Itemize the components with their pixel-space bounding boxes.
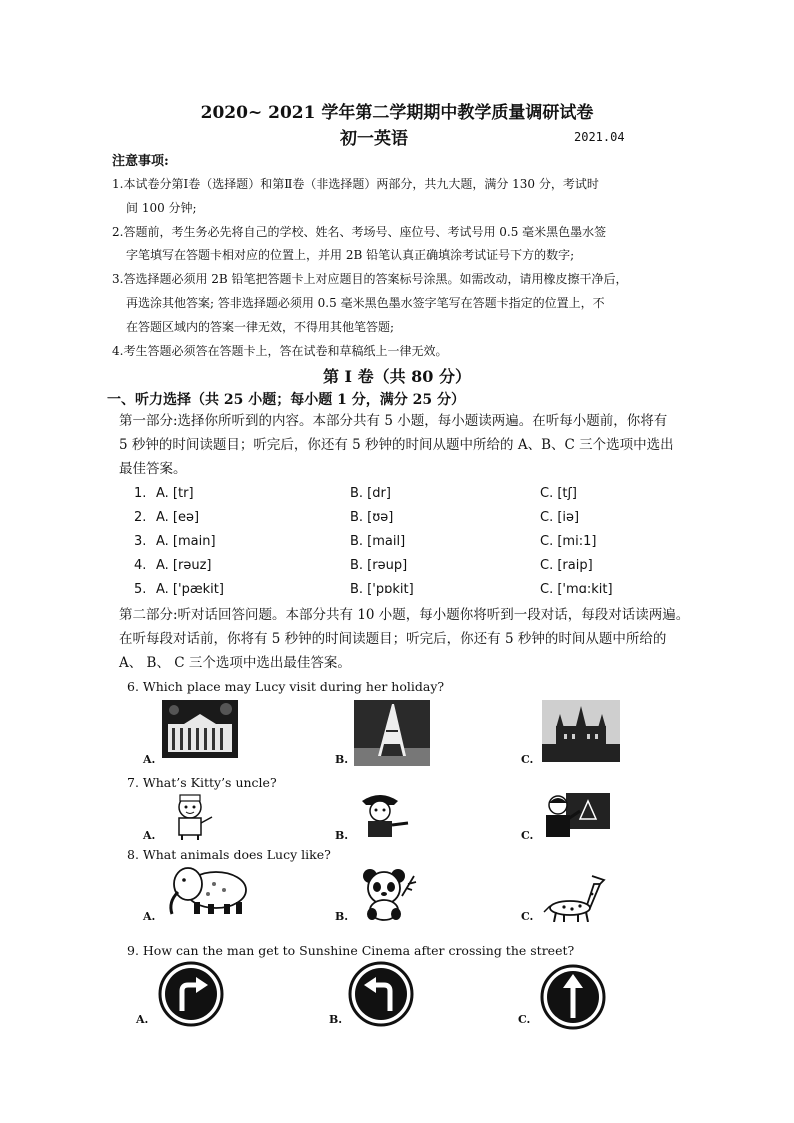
option-c: C. [tʃ]: [540, 486, 577, 501]
question-number: 2.: [134, 510, 147, 525]
option-a: A. [eə]: [156, 510, 200, 525]
option-a: A.: [143, 910, 156, 923]
question-6: 6. Which place may Lucy visit during her holiday?: [127, 679, 445, 694]
note-line: 4.考生答题必须答在答题卡上，答在试卷和草稿纸上一律无效。: [112, 344, 448, 358]
section-title: 第 I 卷（共 80 分）: [322, 367, 472, 386]
part1-line: 最佳答案。: [119, 461, 187, 477]
turn-right-sign-icon: [158, 961, 224, 1027]
option-b: B. [mail]: [350, 534, 406, 549]
option-a: A.: [143, 753, 156, 766]
option-b: B.: [329, 1013, 343, 1026]
option-a: A. [main]: [156, 534, 216, 549]
option-b: B. [rəup]: [350, 558, 408, 573]
exam-date: 2021.04: [574, 130, 625, 144]
question-number: 1.: [134, 486, 147, 501]
option-b: B.: [335, 753, 349, 766]
option-a: A.: [143, 829, 156, 842]
question-number: 4.: [134, 558, 147, 573]
part1-line: 5 秒钟的时间读题目；听完后，你还有 5 秒钟的时间从题中所给的 A、B、C 三个选项中选出: [119, 437, 674, 453]
eiffel-tower-picture: [354, 700, 430, 766]
listening-heading: 一、听力选择（共 25 小题；每小题 1 分，满分 25 分）: [107, 392, 465, 408]
part2-line: 第二部分:听对话回答问题。本部分共有 10 小题，每小题你将听到一段对话，每段对话读两遍。: [119, 607, 690, 623]
option-c: C. [mi:1]: [540, 534, 597, 549]
note-line: 1.本试卷分第Ⅰ卷（选择题）和第Ⅱ卷（非选择题）两部分，共九大题，满分 130 分，考试时: [112, 177, 599, 191]
question-7: 7. What’s Kitty’s uncle?: [127, 775, 277, 790]
part2-line: 在听每段对话前，你将有 5 秒钟的时间读题目；听完后，你还有 5 秒钟的时间从题中所给的: [119, 631, 667, 647]
option-c: C. [raip]: [540, 558, 593, 573]
note-line: 字笔填写在答题卡相对应的位置上，并用 2B 铅笔认真正确填涂考试证号下方的数字;: [126, 248, 575, 262]
note-line: 再选涂其他答案; 答非选择题必须用 0.5 毫米黑色墨水签字笔写在答题卡指定的位置上，不: [126, 296, 605, 310]
go-straight-sign-icon: [539, 964, 607, 1030]
note-line: 3.答选择题必须用 2B 铅笔把答题卡上对应题目的答案标号涂黑。如需改动，请用橡皮擦干净后，: [112, 272, 628, 286]
doctor-picture: [164, 793, 220, 841]
question-number: 3.: [134, 534, 147, 549]
notes-label: 注意事项:: [112, 154, 169, 169]
option-c: C. ['mɑ:kit]: [540, 582, 613, 597]
panda-picture: [358, 866, 420, 922]
note-line: 在答题区域内的答案一律无效，不得用其他笔答题;: [126, 320, 395, 334]
note-line: 间 100 分钟;: [126, 201, 197, 215]
option-b: B. [ʊə]: [350, 510, 394, 525]
option-c: C.: [518, 1013, 531, 1026]
castle-picture: [542, 700, 620, 762]
part1-line: 第一部分:选择你所听到的内容。本部分共有 5 小题，每小题读两遍。在听每小题前，你将有: [119, 413, 668, 429]
option-c: C.: [521, 910, 534, 923]
note-line: 2.答题前，考生务必先将自己的学校、姓名、考场号、座位号、考试号用 0.5 毫米黑色墨水签: [112, 225, 607, 239]
part2-line: A、 B、 C 三个选项中选出最佳答案。: [119, 655, 351, 671]
question-8: 8. What animals does Lucy like?: [127, 847, 331, 862]
option-c: C.: [521, 829, 534, 842]
question-number: 5.: [134, 582, 147, 597]
turn-left-sign-icon: [348, 961, 414, 1027]
option-b: B.: [335, 829, 349, 842]
option-a: A. [rəuz]: [156, 558, 212, 573]
option-c: C.: [521, 753, 534, 766]
exam-title: 2020~ 2021 学年第二学期期中教学质量调研试卷: [200, 103, 594, 123]
policeman-picture: [352, 791, 412, 841]
option-b: B. [dr]: [350, 486, 391, 501]
question-9: 9. How can the man get to Sunshine Cinema after crossing the street?: [127, 943, 575, 958]
subject-title: 初一英语: [340, 129, 408, 149]
giraffe-picture: [540, 872, 612, 922]
white-house-picture: [162, 700, 238, 758]
option-a: A.: [136, 1013, 149, 1026]
option-a: A. [tr]: [156, 486, 194, 501]
option-b: B.: [335, 910, 349, 923]
option-a: A. ['pækit]: [156, 582, 224, 597]
elephant-picture: [164, 862, 254, 918]
option-c: C. [iə]: [540, 510, 580, 525]
teacher-picture: [540, 791, 612, 843]
option-b: B. ['pɒkit]: [350, 582, 414, 597]
